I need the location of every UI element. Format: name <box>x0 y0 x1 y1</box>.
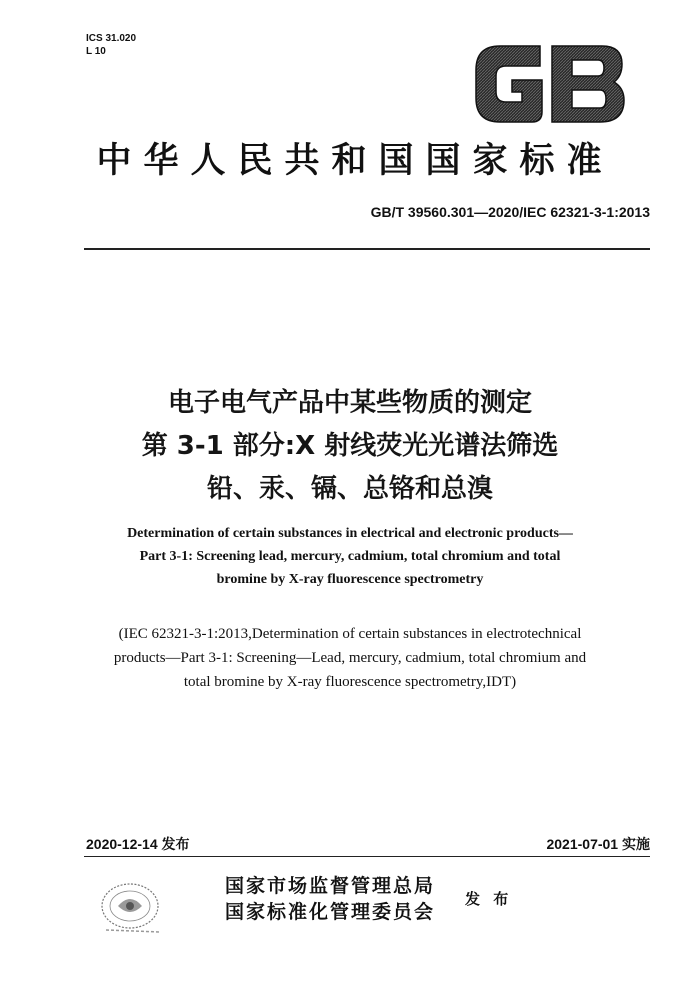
iec-reference-line3: total bromine by X-ray fluorescence spectrometry,IDT) <box>183 674 517 690</box>
gb-logo-g-shape <box>476 46 542 122</box>
standard-type-title: 中华人民共和国国家标准 <box>96 140 614 181</box>
chinese-title <box>50 382 650 511</box>
english-title-line2: Part 3-1: Screening lead, mercury, cadmium, total chromium and total <box>139 549 561 564</box>
publisher-samr: 国家市场监督管理总局 <box>225 875 436 897</box>
english-title-line1: Determination of certain substances in electrical and electronic products— <box>127 526 573 541</box>
english-title-line3: bromine by X-ray fluorescence spectrometry <box>216 572 484 587</box>
chinese-title-line2: 第 3-1 部分:X 射线荧光光谱法筛选 <box>141 431 559 461</box>
bottom-divider <box>84 856 650 857</box>
top-divider <box>84 248 650 250</box>
chinese-title-line3: 铅、汞、镉、总铬和总溴 <box>206 474 493 504</box>
publish-label: 发 布 <box>465 890 513 908</box>
iec-reference <box>50 622 650 694</box>
ics-code: ICS 31.020 <box>86 33 137 44</box>
publisher-sac: 国家标准化管理委员会 <box>225 901 436 923</box>
ccs-code: L 10 <box>86 46 106 57</box>
issue-date: 2020-12-14 发布 <box>86 836 190 852</box>
iec-reference-line1: (IEC 62321-3-1:2013,Determination of certain substances in electrotechnical <box>118 626 582 642</box>
implementation-date: 2021-07-01 实施 <box>546 836 650 852</box>
iec-reference-line2: products—Part 3-1: Screening—Lead, mercury, cadmium, total chromium and <box>113 650 587 666</box>
chinese-title-line1: 电子电气产品中某些物质的测定 <box>167 388 532 418</box>
gb-logo-b-shape <box>552 46 624 122</box>
gb-logo <box>470 42 628 126</box>
classification-codes <box>86 32 136 58</box>
standard-number: GB/T 39560.301—2020/IEC 62321-3-1:2013 <box>370 204 650 220</box>
publishers <box>225 873 435 925</box>
english-title <box>60 522 640 591</box>
official-seal-stamp <box>98 880 170 940</box>
